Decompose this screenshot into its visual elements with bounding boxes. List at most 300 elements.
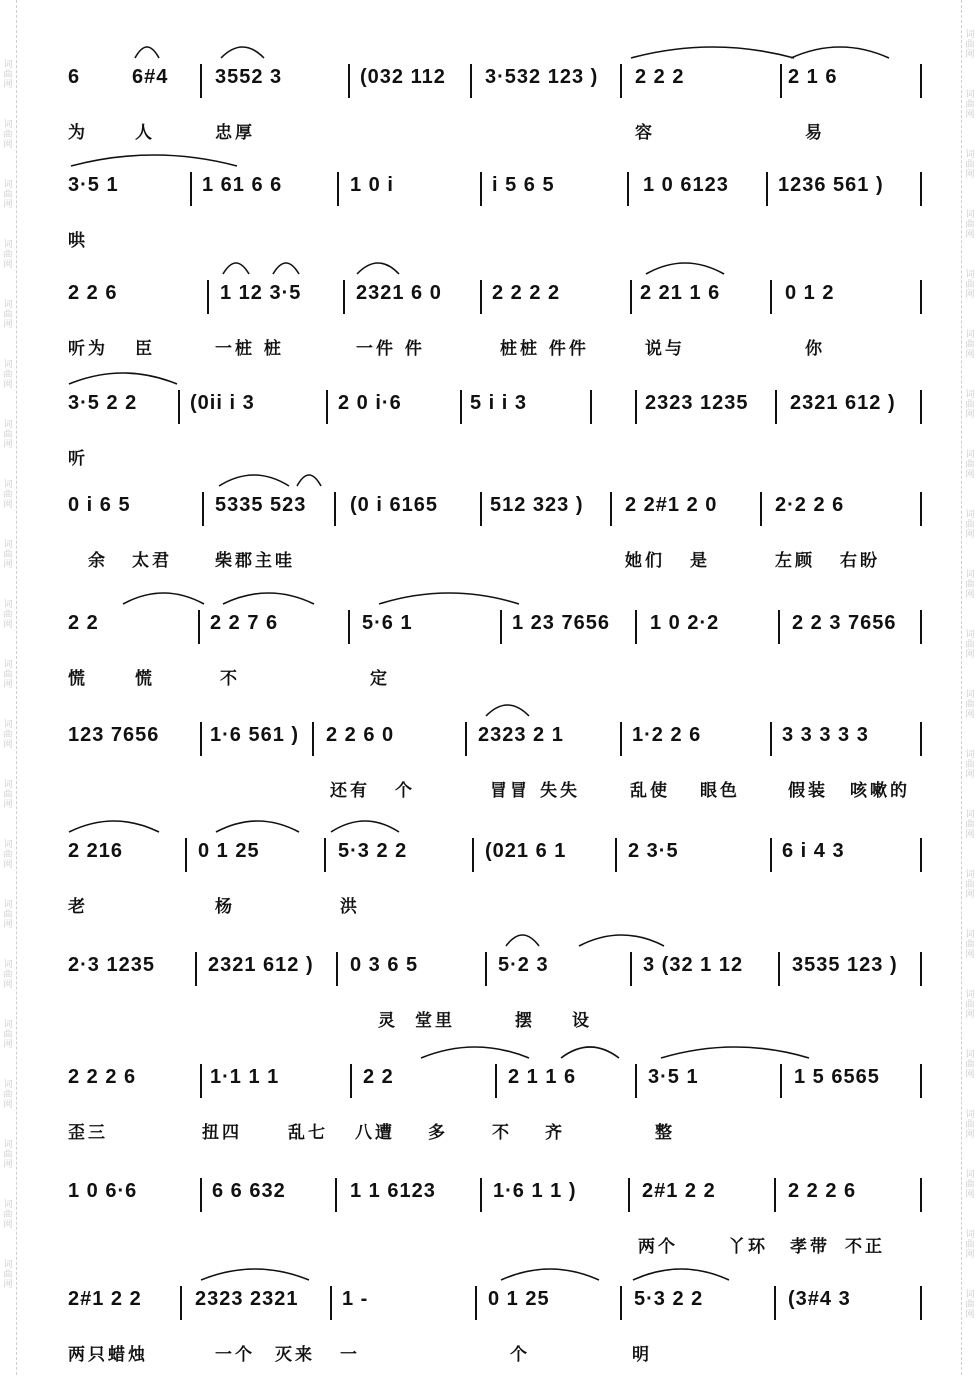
note-group: 2323 2321 [195, 1288, 299, 1310]
watermark-text: 词曲网 [965, 570, 975, 600]
lyric-syllable: 明 [632, 1345, 652, 1365]
watermark-text: 词曲网 [965, 510, 975, 540]
note-group: 512 323 ) [490, 494, 584, 516]
watermark-text: 词曲网 [3, 900, 13, 930]
lyric-syllable: 两个 [638, 1237, 678, 1257]
note-group: 1·6 1 1 ) [493, 1180, 577, 1202]
note-group: 3552 3 [215, 66, 283, 88]
barline [335, 1178, 337, 1212]
note-group: 1 5 6565 [794, 1066, 880, 1088]
slur-arc [296, 468, 322, 488]
slur-arc [68, 366, 178, 386]
slur-arc [272, 256, 300, 276]
note-group: 2 2 [68, 612, 99, 634]
watermark-text: 词曲网 [965, 930, 975, 960]
barline [350, 1064, 352, 1098]
music-system [60, 950, 930, 1050]
lyric-syllable: 冒冒 [490, 781, 530, 801]
watermark-text: 词曲网 [3, 1260, 13, 1290]
barline [343, 280, 345, 314]
music-system [60, 170, 930, 270]
barline [480, 280, 482, 314]
notation-line [60, 62, 930, 102]
lyric-syllable: 人 [135, 123, 155, 143]
slur-arc [790, 40, 890, 60]
lyric-syllable: 听 [68, 449, 88, 469]
barline [324, 838, 326, 872]
lyric-syllable: 为 [68, 123, 88, 143]
watermark-text: 词曲网 [3, 660, 13, 690]
watermark-text: 词曲网 [965, 90, 975, 120]
lyric-syllable: 太君 [132, 551, 172, 571]
note-group: 6 [68, 66, 81, 88]
music-system [60, 62, 930, 162]
barline [480, 1178, 482, 1212]
notation-line [60, 170, 930, 210]
lyric-syllable: 孝带 [790, 1237, 830, 1257]
note-group: 1 0 6·6 [68, 1180, 138, 1202]
slur-arc [578, 928, 665, 948]
note-group: 3·532 123 ) [485, 66, 599, 88]
barline [326, 390, 328, 424]
lyric-syllable: 你 [805, 339, 825, 359]
lyric-syllable: 整 [655, 1123, 675, 1143]
note-group: 1 0 6123 [643, 174, 729, 196]
lyric-syllable: 八遭 [355, 1123, 395, 1143]
note-group: 2 2 3 7656 [792, 612, 897, 634]
barline [200, 1178, 202, 1212]
lyric-syllable: 余 [88, 551, 108, 571]
music-system [60, 1284, 930, 1384]
lyric-syllable: 扭四 [202, 1123, 242, 1143]
note-group: 2 2 2 [635, 66, 685, 88]
barline [774, 1178, 776, 1212]
barline [200, 1064, 202, 1098]
note-group: 2321 612 ) [790, 392, 896, 414]
note-group: 2 2 6 [68, 282, 118, 304]
slur-arc [560, 1040, 620, 1060]
notation-line [60, 836, 930, 876]
watermark-text: 词曲网 [3, 1140, 13, 1170]
note-group: 2·2 2 6 [775, 494, 845, 516]
note-group: (021 6 1 [485, 840, 567, 862]
music-system [60, 278, 930, 378]
watermark-text: 词曲网 [3, 1200, 13, 1230]
music-system [60, 836, 930, 936]
note-group: 2 216 [68, 840, 124, 862]
note-group: 2 3·5 [628, 840, 679, 862]
watermark-text: 词曲网 [3, 1080, 13, 1110]
note-group: 2 1 1 6 [508, 1066, 577, 1088]
lyric-syllable: 是 [690, 551, 710, 571]
watermark-text: 词曲网 [3, 600, 13, 630]
lyric-syllable: 容 [635, 123, 655, 143]
lyric-syllable: 老 [68, 897, 88, 917]
note-group: 0 3 6 5 [350, 954, 419, 976]
lyric-syllable: 灭来 [275, 1345, 315, 1365]
barline [180, 1286, 182, 1320]
watermark-text: 词曲网 [3, 720, 13, 750]
barline [630, 952, 632, 986]
barline [774, 1286, 776, 1320]
note-group: (3#4 3 [788, 1288, 851, 1310]
barline [348, 610, 350, 644]
note-group: 6 i 4 3 [782, 840, 845, 862]
lyric-syllable: 臣 [135, 339, 155, 359]
watermark-text: 词曲网 [965, 210, 975, 240]
lyric-syllable: 慌 [135, 669, 155, 689]
note-group: 6 6 632 [212, 1180, 286, 1202]
notation-line [60, 490, 930, 530]
watermark-text: 词曲网 [965, 390, 975, 420]
barline [766, 172, 768, 206]
lyric-syllable: 失失 [540, 781, 580, 801]
note-group: 5335 523 [215, 494, 307, 516]
watermark-text: 词曲网 [965, 630, 975, 660]
note-group: 2 0 i·6 [338, 392, 402, 414]
lyric-syllable: 她们 [625, 551, 665, 571]
barline [920, 64, 922, 98]
barline [472, 838, 474, 872]
slur-arc [68, 814, 160, 834]
lyric-syllable: 一件 件 [356, 339, 425, 359]
lyrics-line [60, 546, 930, 576]
lyrics-line [60, 1006, 930, 1036]
barline [495, 1064, 497, 1098]
note-group: 2321 612 ) [208, 954, 314, 976]
lyric-syllable: 柴郡主哇 [215, 551, 295, 571]
note-group: 0 i 6 5 [68, 494, 131, 516]
lyric-syllable: 一桩 桩 [215, 339, 284, 359]
notation-line [60, 720, 930, 760]
note-group: 3·5 1 [648, 1066, 699, 1088]
lyrics-line [60, 118, 930, 148]
lyrics-line [60, 892, 930, 922]
lyrics-line [60, 776, 930, 806]
note-group: 0 1 2 [785, 282, 835, 304]
lyrics-line [60, 1232, 930, 1262]
barline [778, 610, 780, 644]
watermark-text: 词曲网 [3, 420, 13, 450]
note-group: (0 i 6165 [350, 494, 438, 516]
watermark-text: 词曲网 [965, 1110, 975, 1140]
watermark-text: 词曲网 [3, 240, 13, 270]
note-group: (0ii i 3 [190, 392, 255, 414]
barline [627, 172, 629, 206]
watermark-text: 词曲网 [965, 270, 975, 300]
watermark-text: 词曲网 [3, 360, 13, 390]
notation-line [60, 1284, 930, 1324]
slur-arc [222, 586, 315, 606]
note-group: 3 3 3 3 3 [782, 724, 869, 746]
watermark-text: 词曲网 [3, 120, 13, 150]
barline [500, 610, 502, 644]
barline [920, 1178, 922, 1212]
watermark-text: 词曲网 [965, 810, 975, 840]
barline [615, 838, 617, 872]
note-group: 2 2#1 2 0 [625, 494, 718, 516]
lyric-syllable: 定 [370, 669, 390, 689]
lyric-syllable: 说与 [645, 339, 685, 359]
lyric-syllable: 易 [805, 123, 825, 143]
barline [337, 172, 339, 206]
note-group: 2 2 [363, 1066, 394, 1088]
lyric-syllable: 设 [572, 1011, 592, 1031]
barline [312, 722, 314, 756]
barline [635, 1064, 637, 1098]
watermark-text: 词曲网 [3, 960, 13, 990]
lyrics-line [60, 1340, 930, 1370]
watermark-text: 词曲网 [3, 840, 13, 870]
barline [920, 1286, 922, 1320]
lyrics-line [60, 444, 930, 474]
watermark-text: 词曲网 [965, 870, 975, 900]
lyric-syllable: 两只蜡烛 [68, 1345, 148, 1365]
barline [778, 952, 780, 986]
slur-arc [222, 256, 250, 276]
note-group: 2·3 1235 [68, 954, 155, 976]
barline [475, 1286, 477, 1320]
note-group: 3 (32 1 12 [643, 954, 744, 976]
lyric-syllable: 灵 [378, 1011, 398, 1031]
music-system [60, 608, 930, 708]
watermark-text: 词曲网 [965, 1170, 975, 1200]
slur-arc [215, 814, 300, 834]
note-group: i 5 6 5 [492, 174, 555, 196]
note-group: 5 i i 3 [470, 392, 528, 414]
note-group: 5·3 2 2 [338, 840, 408, 862]
notation-line [60, 1062, 930, 1102]
lyric-syllable: 不 [492, 1123, 512, 1143]
note-group: 1·6 561 ) [210, 724, 300, 746]
note-group: 1 0 2·2 [650, 612, 720, 634]
barline [190, 172, 192, 206]
lyric-syllable: 摆 [515, 1011, 535, 1031]
lyric-syllable: 一个 [215, 1345, 255, 1365]
notation-line [60, 278, 930, 318]
watermark-text: 词曲网 [3, 300, 13, 330]
lyric-syllable: 个 [395, 781, 415, 801]
lyric-syllable: 眼色 [700, 781, 740, 801]
watermark-text: 词曲网 [3, 180, 13, 210]
watermark-text: 词曲网 [3, 60, 13, 90]
lyrics-line [60, 226, 930, 256]
slur-arc [630, 40, 795, 60]
lyric-syllable: 慌 [68, 669, 88, 689]
barline [770, 280, 772, 314]
lyrics-line [60, 334, 930, 364]
note-group: 2 2 2 6 [68, 1066, 137, 1088]
barline [334, 492, 336, 526]
note-group: 2 1 6 [788, 66, 838, 88]
barline [920, 280, 922, 314]
slur-arc [200, 1262, 310, 1282]
watermark-text: 词曲网 [965, 1050, 975, 1080]
lyrics-line [60, 1118, 930, 1148]
watermark-text: 词曲网 [3, 480, 13, 510]
slur-arc [218, 468, 290, 488]
lyrics-line [60, 664, 930, 694]
barline [620, 722, 622, 756]
barline [590, 390, 592, 424]
lyric-syllable: 还有 [330, 781, 370, 801]
music-system [60, 720, 930, 820]
note-group: 2 21 1 6 [640, 282, 721, 304]
watermark-text: 词曲网 [3, 780, 13, 810]
slur-arc [134, 40, 160, 60]
barline [920, 722, 922, 756]
barline [202, 492, 204, 526]
lyric-syllable: 听为 [68, 339, 108, 359]
music-system [60, 388, 930, 488]
barline [920, 838, 922, 872]
slur-arc [330, 814, 400, 834]
note-group: 2#1 2 2 [68, 1288, 142, 1310]
watermark-text: 词曲网 [965, 150, 975, 180]
music-system [60, 490, 930, 590]
barline [620, 64, 622, 98]
note-group: 0 1 25 [198, 840, 260, 862]
note-group: 2 2 2 6 [788, 1180, 857, 1202]
lyric-syllable: 丫环 [728, 1237, 768, 1257]
note-group: 3·5 1 [68, 174, 119, 196]
slur-arc [356, 256, 400, 276]
note-group: 1 - [342, 1288, 369, 1310]
barline [920, 172, 922, 206]
barline [336, 952, 338, 986]
slur-arc [485, 698, 530, 718]
note-group: 2323 1235 [645, 392, 749, 414]
barline [780, 64, 782, 98]
slur-arc [660, 1040, 810, 1060]
slur-arc [645, 256, 725, 276]
barline [760, 492, 762, 526]
slur-arc [420, 1040, 530, 1060]
note-group: 5·2 3 [498, 954, 549, 976]
watermark-text: 词曲网 [965, 330, 975, 360]
slur-arc [505, 928, 540, 948]
note-group: 2321 6 0 [356, 282, 442, 304]
watermark-text: 词曲网 [965, 1290, 975, 1320]
lyric-syllable: 多 [428, 1123, 448, 1143]
notation-line [60, 1176, 930, 1216]
slur-arc [378, 586, 520, 606]
barline [920, 492, 922, 526]
note-group: (032 112 [360, 66, 446, 88]
barline [200, 64, 202, 98]
barline [185, 838, 187, 872]
barline [920, 610, 922, 644]
note-group: 6#4 [132, 66, 169, 88]
barline [610, 492, 612, 526]
barline [207, 280, 209, 314]
slur-arc [632, 1262, 730, 1282]
lyric-syllable: 右盼 [840, 551, 880, 571]
barline [920, 952, 922, 986]
barline [480, 172, 482, 206]
lyric-syllable: 不 [220, 669, 240, 689]
lyric-syllable: 洪 [340, 897, 360, 917]
lyric-syllable: 不正 [845, 1237, 885, 1257]
slur-arc [500, 1262, 600, 1282]
watermark-text: 词曲网 [965, 690, 975, 720]
music-system [60, 1176, 930, 1276]
barline [920, 1064, 922, 1098]
note-group: 123 7656 [68, 724, 160, 746]
watermark-text: 词曲网 [965, 750, 975, 780]
barline [920, 390, 922, 424]
lyric-syllable: 齐 [545, 1123, 565, 1143]
note-group: 1 1 6123 [350, 1180, 436, 1202]
music-system [60, 1062, 930, 1162]
lyric-syllable: 咳嗽的 [850, 781, 910, 801]
notation-line [60, 950, 930, 990]
note-group: 1·2 2 6 [632, 724, 702, 746]
barline [635, 610, 637, 644]
barline [348, 64, 350, 98]
barline [465, 722, 467, 756]
note-group: 1·1 1 1 [210, 1066, 280, 1088]
barline [635, 390, 637, 424]
barline [460, 390, 462, 424]
watermark-text: 词曲网 [3, 540, 13, 570]
barline [620, 1286, 622, 1320]
slur-arc [220, 40, 265, 60]
barline [770, 722, 772, 756]
barline [628, 1178, 630, 1212]
barline [195, 952, 197, 986]
lyric-syllable: 哄 [68, 231, 88, 251]
note-group: 3·5 2 2 [68, 392, 138, 414]
lyric-syllable: 乱使 [630, 781, 670, 801]
note-group: 2#1 2 2 [642, 1180, 716, 1202]
note-group: 5·6 1 [362, 612, 413, 634]
watermark-text: 词曲网 [965, 990, 975, 1020]
barline [178, 390, 180, 424]
lyric-syllable: 桩桩 件件 [500, 339, 589, 359]
notation-line [60, 608, 930, 648]
watermark-text: 词曲网 [965, 30, 975, 60]
barline [198, 610, 200, 644]
watermark-text: 词曲网 [965, 450, 975, 480]
lyric-syllable: 乱七 [288, 1123, 328, 1143]
barline [200, 722, 202, 756]
barline [630, 280, 632, 314]
barline [470, 64, 472, 98]
watermark-text: 词曲网 [3, 1020, 13, 1050]
barline [330, 1286, 332, 1320]
note-group: 2323 2 1 [478, 724, 564, 746]
note-group: 1 0 i [350, 174, 394, 196]
lyric-syllable: 个 [510, 1345, 530, 1365]
lyric-syllable: 杨 [215, 897, 235, 917]
barline [485, 952, 487, 986]
note-group: 1236 561 ) [778, 174, 884, 196]
lyric-syllable: 歪三 [68, 1123, 108, 1143]
watermark-text: 词曲网 [965, 1230, 975, 1260]
barline [780, 1064, 782, 1098]
slur-arc [70, 148, 238, 168]
note-group: 2 2 6 0 [326, 724, 395, 746]
lyric-syllable: 假装 [788, 781, 828, 801]
barline [770, 838, 772, 872]
lyric-syllable: 一 [340, 1345, 360, 1365]
note-group: 2 2 2 2 [492, 282, 561, 304]
slur-arc [122, 586, 205, 606]
notation-line [60, 388, 930, 428]
note-group: 2 2 7 6 [210, 612, 279, 634]
barline [480, 492, 482, 526]
